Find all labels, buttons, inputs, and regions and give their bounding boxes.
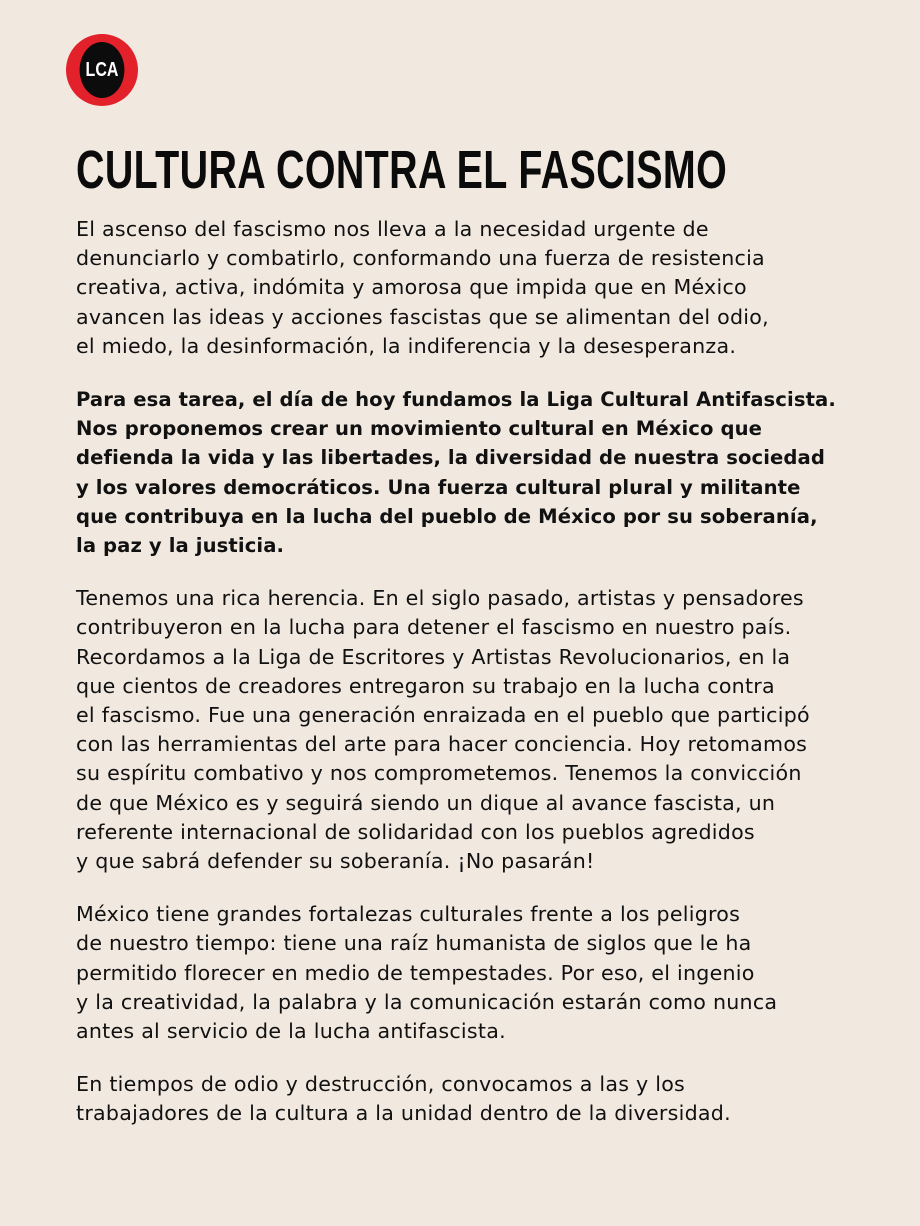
text-line: la paz y la justicia.	[76, 534, 285, 558]
text-line: y la creatividad, la palabra y la comunicación estarán como nunca	[76, 989, 778, 1014]
text-line: creativa, activa, indómita y amorosa que impida que en México	[76, 275, 747, 300]
text-line: defienda la vida y las libertades, la diversidad de nuestra sociedad	[76, 446, 826, 470]
text-line: su espíritu combativo y nos comprometemos. Tenemos la convicción	[76, 761, 802, 786]
text-line: el fascismo. Fue una generación enraizada en el pueblo que participó	[76, 703, 810, 728]
paragraph-foundation	[76, 385, 876, 560]
text-line: denunciarlo y combatirlo, conformando una fuerza de resistencia	[76, 246, 765, 271]
text-line: y los valores democráticos. Una fuerza cultural plural y militante	[76, 475, 801, 499]
text-line: antes al servicio de la lucha antifascista.	[76, 1019, 506, 1044]
text-line: trabajadores de la cultura a la unidad dentro de la diversidad.	[76, 1101, 731, 1126]
text-line: que cientos de creadores entregaron su trabajo en la lucha contra	[76, 673, 775, 698]
text-line: y que sabrá defender su soberanía. ¡No pasarán!	[76, 849, 595, 874]
text-line: que contribuya en la lucha del pueblo de México por su soberanía,	[76, 504, 818, 528]
text-line: el miedo, la desinformación, la indiferencia y la desesperanza.	[76, 333, 737, 358]
text-line: permitido florecer en medio de tempestades. Por eso, el ingenio	[76, 960, 755, 985]
text-line: Tenemos una rica herencia. En el siglo pasado, artistas y pensadores	[76, 586, 804, 611]
text-line: En tiempos de odio y destrucción, convocamos a las y los	[76, 1072, 686, 1097]
text-line: con las herramientas del arte para hacer conciencia. Hoy retomamos	[76, 732, 808, 757]
logo-text: LCA	[80, 42, 125, 98]
paragraph-intro	[76, 215, 876, 361]
text-line: Recordamos a la Liga de Escritores y Artistas Revolucionarios, en la	[76, 644, 791, 669]
text-line: contribuyeron en la lucha para detener el fascismo en nuestro país.	[76, 615, 792, 640]
paragraph-call	[76, 1070, 876, 1128]
lca-logo	[66, 34, 138, 106]
page-title: CULTURA CONTRA EL FASCISMO	[76, 140, 728, 200]
text-line: Para esa tarea, el día de hoy fundamos la Liga Cultural Antifascista.	[76, 388, 836, 412]
text-line: de que México es y seguirá siendo un dique al avance fascista, un	[76, 790, 776, 815]
paragraph-heritage	[76, 584, 876, 876]
text-line: El ascenso del fascismo nos lleva a la necesidad urgente de	[76, 217, 709, 241]
text-line: México tiene grandes fortalezas culturales frente a los peligros	[76, 902, 741, 927]
text-line: de nuestro tiempo: tiene una raíz humanista de siglos que le ha	[76, 931, 752, 956]
manifesto-body	[76, 215, 876, 1153]
text-line: Nos proponemos crear un movimiento cultural en México que	[76, 417, 763, 441]
text-line: referente internacional de solidaridad con los pueblos agredidos	[76, 819, 755, 844]
paragraph-strengths	[76, 900, 876, 1046]
text-line: avancen las ideas y acciones fascistas que se alimentan del odio,	[76, 304, 769, 329]
